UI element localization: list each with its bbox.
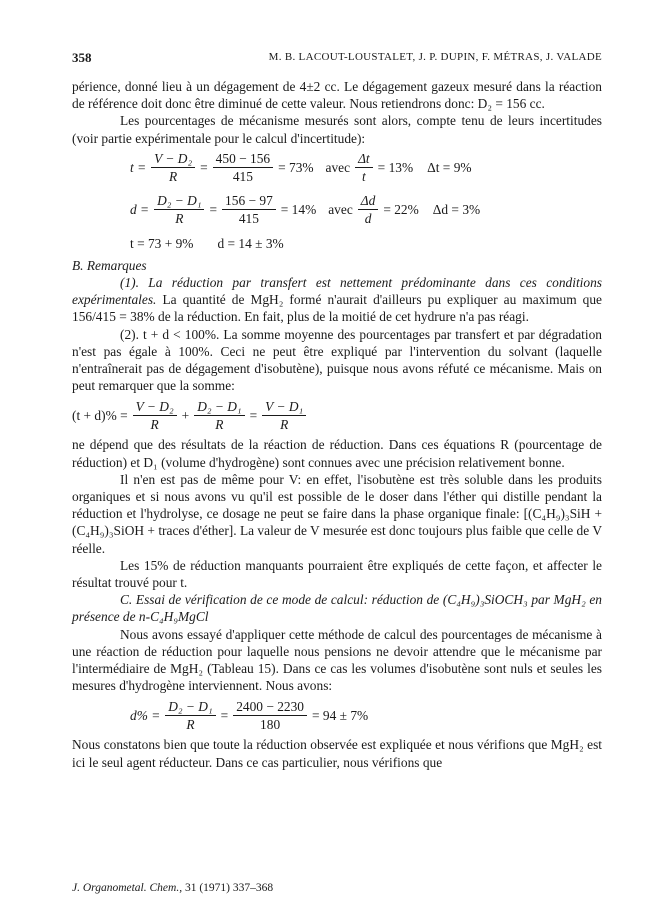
eq-td-f1-den: R [150,416,159,432]
eq-t-f3-num: Δt [355,151,373,168]
eq-dpct-frac2 [233,699,307,732]
paragraph-isobutene: Il n'en est pas de même pour V: en effet, l'isobutène est très soluble dans les produits organiques et si nous avons vu qu'il est possible de le doser dans l'éther qui distille pendant la réduction et l'hydrolyse, ce dosage ne peut se faire dans la phase organique finale: [(C₄H₉)₃SiH + (C₄H₉)₃SiOH + traces d'éther]. La valeur de V mesurée est donc toujours plus faible que celle de V réelle. [72,471,602,556]
footer-ref: 31 (1971) 337–368 [184,882,274,894]
paragraph-missing: Les 15% de réduction manquants pourraient être expliqués de cette façon, et affecter le résultat trouvé pour t. [72,557,602,591]
section-b-heading: B. Remarques [72,257,147,273]
eq-dpct-f2-den: 180 [260,716,281,732]
eq-t-frac3 [355,151,373,184]
eq-dpct-lhs: d% = [130,707,161,723]
page-number: 358 [72,50,92,65]
eq-d-f2-den: 415 [238,211,259,227]
eq-d-abs: Δd = 3% [432,202,481,218]
eq-d-rel: = 22% [383,202,419,218]
author-line: M. B. LACOUT-LOUSTALET, J. P. DUPIN, F. MÉTRAS, J. VALADE [268,51,602,63]
remark-1-italic: (1). La réduction par transfert est nettement prédominante dans ces conditions expérimentales. [72,275,602,308]
paragraph-percentages: Les pourcentages de mécanisme mesurés sont alors, compte tenu de leurs incertitudes (voir partie expérimentale pour le calcul d'incertitude): [72,113,602,146]
eq-dpct-f1-num: D₂ − D₁ [165,699,215,716]
eq-t-lhs: t = [130,160,147,176]
equation-t-plus-d [72,394,602,436]
section-c-heading: C. Essai de vérification de ce mode de calcul: réduction de (C₄H₉)₃SiOCH₃ par MgH₂ en présence de n-C₄H₉MgCl [72,592,602,625]
eq-t-frac1 [151,151,195,184]
eq-t-f2-den: 415 [232,169,253,185]
eq-td-frac2 [194,399,244,432]
eq-dpct-result: = 94 ± 7% [312,707,369,723]
eq-d-avec: avec [328,202,353,218]
equation-t: t = $\frac{\text{V − D₂}}{R}$ = $\frac{450 - 156}{415}$ = 73% avec $\frac{\Delta t}{t}$ = 13% Δt = 9% [130,151,472,185]
eq-t-result: = 73% [278,160,314,176]
eq-d-f1-num: D₂ − D₁ [154,193,204,210]
eq-t-rel: = 13% [377,160,414,176]
summary-d: d = 14 ± 3% [217,236,284,252]
eq-td-lhs: (t + d)% = [72,407,128,423]
eq-t-avec: avec [325,160,351,176]
eq-td-frac3 [262,399,306,432]
equation-d-percent: d% = $\frac{\text{D₂ − D₁}}{R}$ = $\frac{2400 - 2230}{180}$ = 94 ± 7% [130,698,369,732]
eq-td-f2-den: R [215,416,224,432]
eq-dpct-frac1 [165,699,215,732]
equation-d: d = $\frac{\text{D₂ − D₁}}{R}$ = $\frac{156 - 97}{415}$ = 14% avec $\frac{\Delta d}{d}$ = 22% Δd = 3% [130,193,481,227]
equation-summary [72,231,602,257]
eq-td-f2-num: D₂ − D₁ [194,399,244,416]
paragraph-method: Nous avons essayé d'appliquer cette méthode de calcul des pourcentages de mécanisme à une réaction de réduction pour laquelle nous pensions ne devoir attendre que le mécanisme par l'intermédiaire de MgH₂ (Tableau 15). Dans ce cas les volumes d'isobutène sont nuls et seules les mesures d'hydrogène interviennent. Nous avons: [72,626,602,694]
remark-1 [72,274,602,326]
eq-t-f1-num: V − D₂ [151,151,195,168]
eq-d-lhs: d = [130,202,150,218]
article-body [72,78,602,771]
eq-t-f2-num: 450 − 156 [213,151,273,168]
eq-d-f2-num: 156 − 97 [222,193,276,210]
footer-journal: J. Organometal. Chem., [72,882,183,894]
eq-dpct-f2-num: 2400 − 2230 [233,699,307,716]
eq-td-frac1 [133,399,177,432]
eq-t-abs: Δt = 9% [427,160,472,176]
eq-d-frac2 [222,193,276,226]
eq-td-f3-num: V − D₁ [262,399,306,416]
paragraph-continuation: périence, donné lieu à un dégagement de 4±2 cc. Le dégagement gazeux mesuré dans la réaction de référence doit donc être diminué de cette valeur. Nous retiendrons donc: D₂ = 156 cc. [72,79,602,112]
journal-footer [72,882,273,894]
eq-d-result: = 14% [280,202,317,218]
eq-d-f3-num: Δd [358,193,379,210]
eq-d-frac1 [154,193,204,226]
eq-td-f3-den: R [280,416,289,432]
eq-t-frac2 [213,151,273,184]
eq-d-f3-den: d [364,211,372,227]
eq-td-equals: = [249,407,258,423]
eq-td-plus: + [181,407,190,423]
paragraph-conclusion: Nous constatons bien que toute la réduction observée est expliquée et nous vérifions que MgH₂ est ici le seul agent réducteur. Dans ce cas particulier, nous vérifions que [72,737,602,770]
eq-t-f3-den: t [362,169,366,185]
eq-t-f1-den: R [169,169,178,185]
eq-d-frac3 [358,193,379,226]
summary-t: t = 73 + 9% [130,236,194,252]
eq-d-f1-den: R [175,211,184,227]
paragraph-reduction: ne dépend que des résultats de la réaction de réduction. Dans ces équations R (pourcentage de réduction) et D₁ (volume d'hydrogène) sont connues avec une précision relativement bonne. [72,437,602,470]
eq-td-f1-num: V − D₂ [133,399,177,416]
eq-dpct-f1-den: R [186,716,195,732]
remark-2: (2). t + d < 100%. La somme moyenne des pourcentages par transfert et par dégradation n'est pas égale à 100%. Ceci ne peut être expliqué par l'intervention du solvant (laquelle n'entraînerait pas de dégagement d'isobutène), puisque nous avons réfuté ce mécanisme. Mais on peut remarquer que la somme: [72,326,602,394]
remark-1-rest: La quantité de MgH₂ formé n'aurait d'ailleurs pu expliquer au maximum que 156/415 = 38% de la réduction. En fait, plus de la moitié de cet hydrure n'a pas réagi. [72,292,602,325]
